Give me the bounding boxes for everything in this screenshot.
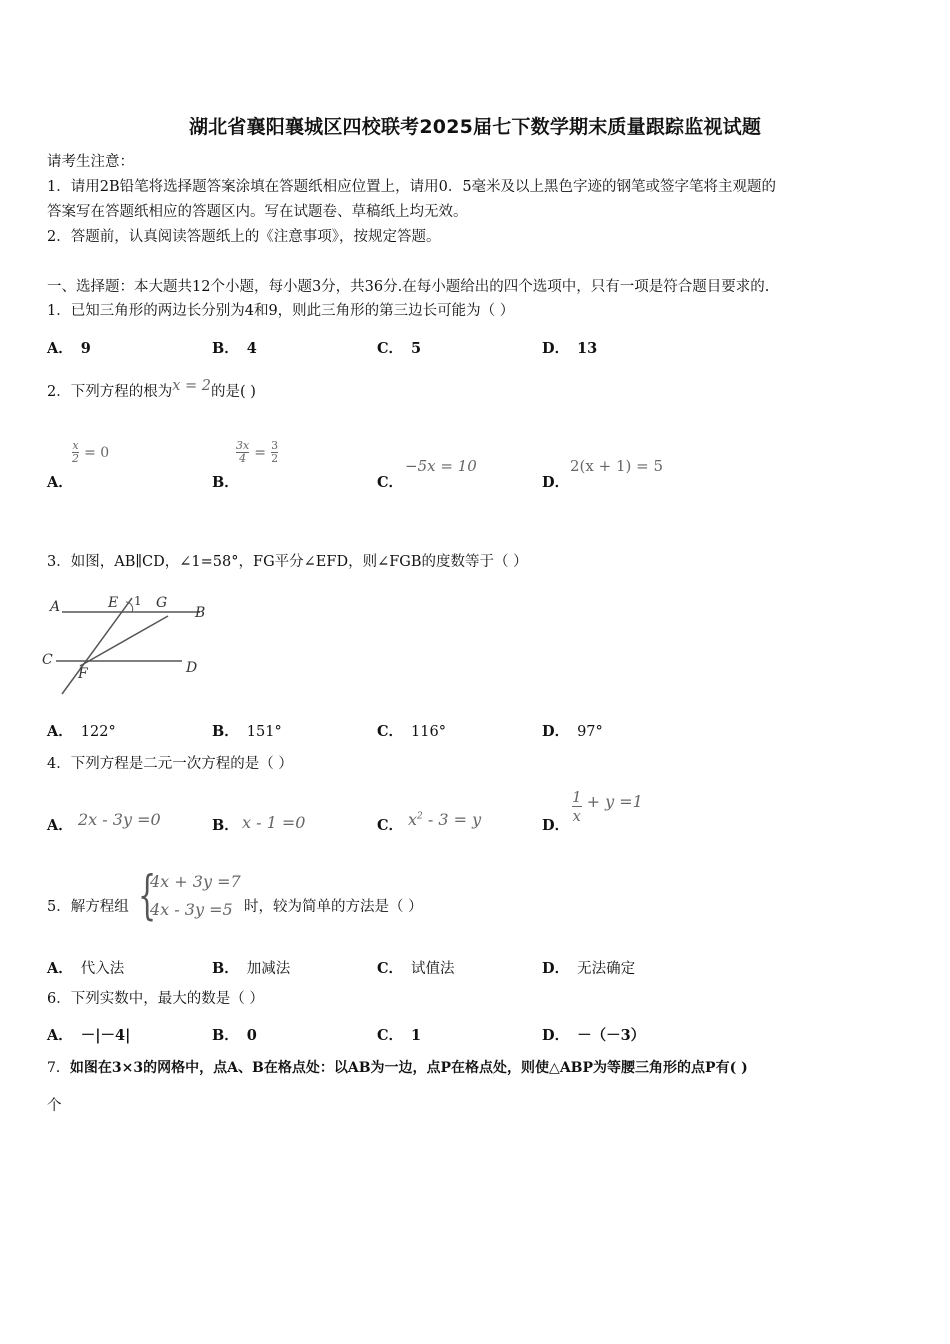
notice-heading: 请考生注意： <box>47 154 134 170</box>
q2-option-c[interactable]: C． <box>377 474 404 491</box>
q2-option-a[interactable]: A． <box>47 474 73 491</box>
q1-option-d[interactable]: D． 13 <box>542 340 598 357</box>
q4-option-a[interactable]: A． <box>47 817 73 834</box>
q6-option-a[interactable]: A． －|－4| <box>47 1027 131 1044</box>
question-7 <box>47 1058 748 1078</box>
label-f: F <box>78 666 88 682</box>
label-b: B <box>195 605 206 621</box>
question-number: 1． <box>47 303 71 319</box>
q4-option-c[interactable]: C． <box>377 817 404 834</box>
question-4 <box>47 754 293 774</box>
label-g: G <box>156 595 168 611</box>
q2-option-b-math: $\frac{3x}{4}$ = $\frac{3}{2}$ <box>236 439 279 465</box>
question-7-continued: 个 <box>47 1098 62 1114</box>
math-x-equals-2: x = 2 <box>172 378 212 394</box>
q6-option-c[interactable]: C． 1 <box>377 1027 422 1044</box>
q4-option-b-math: x - 1 =0 <box>242 813 306 832</box>
question-5-stem-end: 时，较为简单的方法是（ ） <box>244 899 423 915</box>
question-2 <box>47 378 256 402</box>
question-1 <box>47 301 514 321</box>
question-3 <box>47 552 528 572</box>
question-number: 7． <box>47 1060 70 1076</box>
question-number: 5． <box>47 899 71 915</box>
q5-option-a[interactable]: A． 代入法 <box>47 960 125 977</box>
q3-option-d[interactable]: D． 97° <box>542 723 603 740</box>
notice-line-1: 1．请用2B铅笔将选择题答案涂填在答题纸相应位置上，请用0．5毫米及以上黑色字迹的钢笔或签字笔将主观题的 <box>47 179 777 195</box>
q3-option-b[interactable]: B． 151° <box>212 723 282 740</box>
question-number: 3． <box>47 554 71 570</box>
question-stem: 下列实数中，最大的数是（ ） <box>70 991 264 1007</box>
label-e: E <box>108 595 119 611</box>
question-stem: 如图在3×3的网格中，点A、B在格点处：以AB为一边，点P在格点处，则使△ABP为等腰三角形的点P有( ) <box>69 1060 748 1076</box>
q5-option-c[interactable]: C． 试值法 <box>377 960 455 977</box>
question-5-stem-start: 5．解方程组 <box>47 899 129 915</box>
notice-line-1b: 答案写在答题纸相应的答题区内。写在试题卷、草稿纸上均无效。 <box>47 204 468 220</box>
parallel-lines-figure <box>40 590 215 700</box>
q2-option-d-math: 2(x + 1) = 5 <box>570 457 664 475</box>
q3-option-c[interactable]: C． 116° <box>377 723 446 740</box>
label-angle-1: 1 <box>134 594 142 608</box>
q4-option-d-math: $\frac{1}{x}$ + y =1 <box>572 788 643 825</box>
q2-option-b[interactable]: B． <box>212 474 239 491</box>
question-stem-end: 的是( ) <box>211 384 256 400</box>
page-title: 湖北省襄阳襄城区四校联考2025届七下数学期末质量跟踪监视试题 <box>188 116 762 138</box>
q2-option-c-math: −5x = 10 <box>405 457 477 475</box>
label-d: D <box>186 660 198 676</box>
q4-option-b[interactable]: B． <box>212 817 239 834</box>
question-number: 4． <box>47 756 71 772</box>
label-a: A <box>50 599 61 615</box>
equation-1: 4x + 3y =7 <box>150 872 241 891</box>
question-6 <box>47 989 264 1009</box>
q5-option-d[interactable]: D． 无法确定 <box>542 960 636 977</box>
q5-option-b[interactable]: B． 加减法 <box>212 960 291 977</box>
question-stem: 已知三角形的两边长分别为4和9，则此三角形的第三边长可能为（ ） <box>70 303 515 319</box>
section-heading: 一、选择题：本大题共12个小题，每小题3分，共36分.在每小题给出的四个选项中，只有一项是符合题目要求的. <box>47 279 770 295</box>
q1-option-c[interactable]: C． 5 <box>377 340 422 357</box>
q4-option-d[interactable]: D． <box>542 817 570 834</box>
q2-option-a-math: $\frac{x}{2}$ = 0 <box>72 439 110 465</box>
q6-option-d[interactable]: D． －（－3） <box>542 1027 646 1044</box>
question-stem: 如图，AB∥CD，∠1=58°，FG平分∠EFD，则∠FGB的度数等于（ ） <box>70 554 528 570</box>
q1-option-a[interactable]: A． 9 <box>47 340 91 357</box>
q6-option-b[interactable]: B． 0 <box>212 1027 257 1044</box>
q2-option-d[interactable]: D． <box>542 474 570 491</box>
equation-2: 4x - 3y =5 <box>150 900 233 919</box>
q1-option-b[interactable]: B． 4 <box>212 340 257 357</box>
notice-line-2: 2．答题前，认真阅读答题纸上的《注意事项》，按规定答题。 <box>47 229 441 245</box>
question-stem: 下列方程是二元一次方程的是（ ） <box>70 756 293 772</box>
question-stem: 下列方程的根为 <box>70 384 173 400</box>
system-brace-icon: { <box>138 866 157 926</box>
question-number: 6． <box>47 991 71 1007</box>
question-number: 2． <box>47 384 71 400</box>
q4-option-c-math: $x^2 - 3 = y$ <box>408 810 482 829</box>
q4-option-a-math: 2x - 3y =0 <box>78 810 161 829</box>
q3-option-a[interactable]: A． 122° <box>47 723 116 740</box>
label-c: C <box>42 652 53 668</box>
